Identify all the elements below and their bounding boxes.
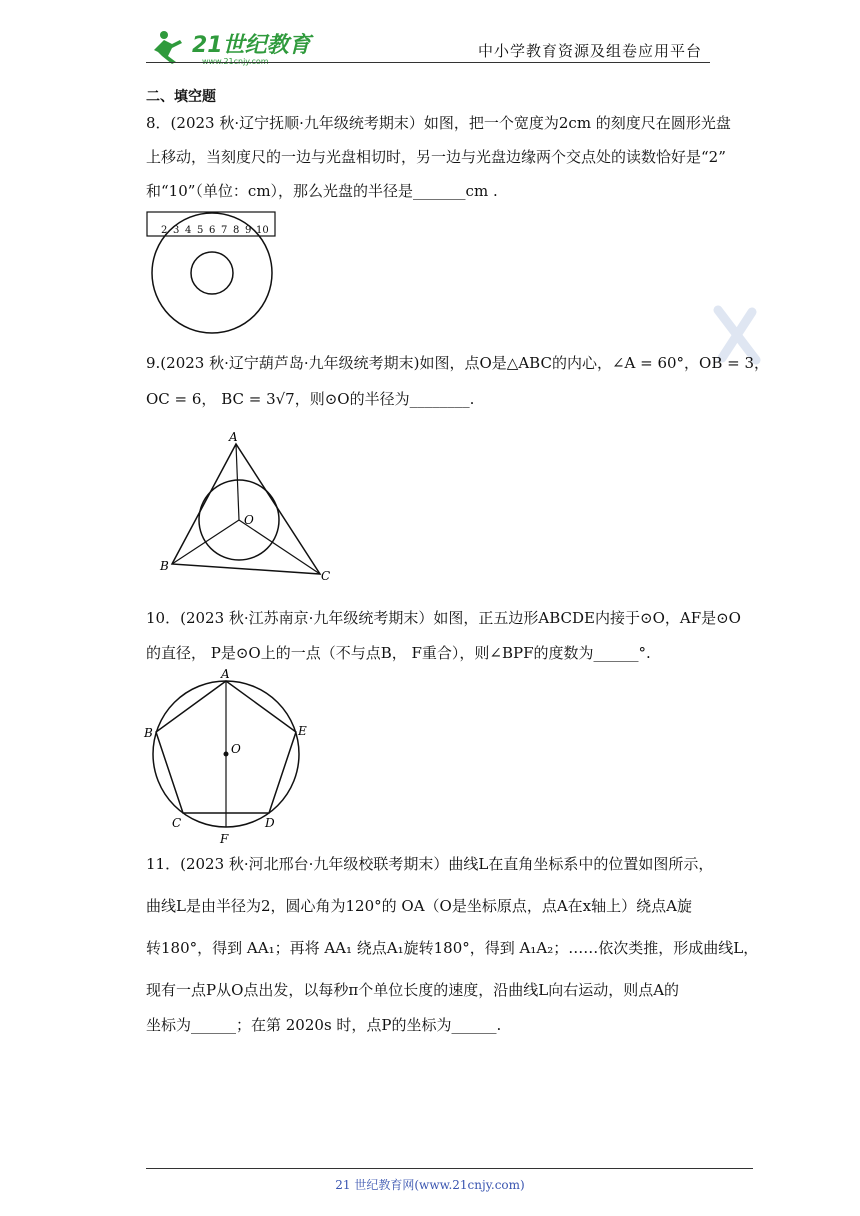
label-o: O [244, 513, 254, 527]
ruler-digit: 8 [233, 225, 240, 236]
label-e: E [298, 724, 307, 738]
label-o: O [231, 742, 241, 756]
ruler-digit: 4 [185, 225, 192, 236]
ruler-digit: 10 [256, 225, 269, 236]
q11-line4: 现有一点P从O点出发，以每秒π个单位长度的速度，沿曲线L向右运动，则点A的 [146, 981, 680, 999]
header-right-text: 中小学教育资源及组卷应用平台 [478, 42, 703, 60]
label-f: F [220, 832, 229, 846]
ruler-digit: 2 [161, 225, 168, 236]
label-c: C [172, 816, 182, 830]
ruler-digit: 9 [245, 225, 252, 236]
q11-line3: 转180°，得到 AA₁；再将 AA₁ 绕点A₁旋转180°，得到 A₁A₂；……依次类推，形成曲线L， [146, 939, 759, 957]
label-b: B [144, 726, 153, 740]
q10-pentagon-figure [140, 665, 320, 850]
ruler-digit: 5 [197, 225, 204, 236]
q8-line3: 和“10”（单位：cm），那么光盘的半径是_______cm . [146, 182, 498, 200]
label-a: A [229, 430, 238, 444]
header-divider [146, 62, 710, 63]
q10-line2: 的直径， P是⊙O上的一点（不与点B， F重合），则∠BPF的度数为______°. [146, 644, 651, 662]
q9-line2: OC = 6， BC = 3√7，则⊙O的半径为________. [146, 390, 475, 408]
q9-line1: 9.(2023 秋·辽宁葫芦岛·九年级统考期末)如图，点O是△ABC的内心，∠A = 60°，OB = 3， [146, 354, 770, 372]
section-title: 二、填空题 [146, 89, 216, 105]
q11-line2: 曲线L是由半径为2，圆心角为120°的 OA（O是坐标原点，点A在x轴上）绕点A旋 [146, 897, 692, 915]
q10-line1: 10．(2023 秋·江苏南京·九年级统考期末）如图，正五边形ABCDE内接于⊙O，AF是⊙O [146, 609, 741, 627]
label-a: A [221, 667, 230, 681]
center-point [224, 752, 229, 757]
label-d: D [265, 816, 275, 830]
q11-line5: 坐标为______；在第 2020s 时，点P的坐标为______. [146, 1016, 502, 1034]
footer-divider [146, 1168, 753, 1169]
q9-triangle-figure [150, 428, 350, 588]
ruler-digit: 7 [221, 225, 228, 236]
ruler-digit: 3 [173, 225, 180, 236]
runner-icon [154, 31, 182, 64]
q8-disc-figure [140, 205, 290, 340]
footer-text[interactable]: 21 世纪教育网(www.21cnjy.com) [335, 1178, 525, 1192]
label-b: B [160, 559, 169, 573]
triangle-abc [172, 444, 320, 574]
q8-line1: 8．(2023 秋·辽宁抚顺·九年级统考期末）如图，把一个宽度为2cm 的刻度尺在圆形光盘 [146, 114, 731, 132]
ruler-digit: 6 [209, 225, 216, 236]
logo-text: 21世纪教育 [192, 33, 311, 58]
ruler-digits [161, 225, 269, 236]
q8-line2: 上移动，当刻度尺的一边与光盘相切时，另一边与光盘边缘两个交点处的读数恰好是“2” [146, 148, 726, 166]
q11-line1: 11．(2023 秋·河北邢台·九年级校联考期末）曲线L在直角坐标系中的位置如图所示， [146, 855, 714, 873]
disc-inner-circle [191, 252, 233, 294]
label-c: C [321, 569, 331, 583]
